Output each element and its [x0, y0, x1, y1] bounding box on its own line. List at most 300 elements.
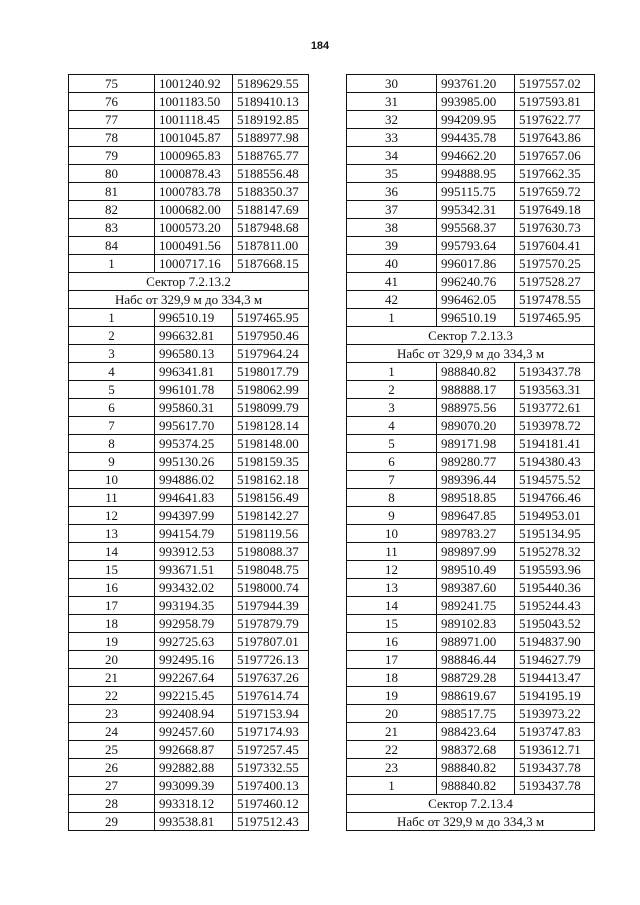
point-number: 14 — [347, 597, 437, 615]
x-coordinate: 993194.35 — [155, 597, 233, 615]
point-number: 28 — [69, 795, 155, 813]
y-coordinate: 5197153.94 — [233, 705, 309, 723]
y-coordinate: 5198159.35 — [233, 453, 309, 471]
table-row — [347, 669, 595, 687]
table-row — [347, 219, 595, 237]
x-coordinate: 995793.64 — [437, 237, 515, 255]
y-coordinate: 5198017.79 — [233, 363, 309, 381]
point-number: 13 — [347, 579, 437, 597]
point-number: 79 — [69, 147, 155, 165]
y-coordinate: 5193437.78 — [515, 777, 595, 795]
table-body — [69, 75, 309, 831]
table-row — [69, 507, 309, 525]
y-coordinate: 5195244.43 — [515, 597, 595, 615]
table-row — [347, 525, 595, 543]
table-row — [347, 543, 595, 561]
x-coordinate: 988846.44 — [437, 651, 515, 669]
table-row — [347, 579, 595, 597]
x-coordinate: 995568.37 — [437, 219, 515, 237]
y-coordinate: 5198000.74 — [233, 579, 309, 597]
sector-header-row — [347, 813, 595, 831]
x-coordinate: 994888.95 — [437, 165, 515, 183]
x-coordinate: 992882.88 — [155, 759, 233, 777]
x-coordinate: 994886.02 — [155, 471, 233, 489]
table-row — [347, 201, 595, 219]
point-number: 23 — [347, 759, 437, 777]
table-row — [69, 345, 309, 363]
y-coordinate: 5188147.69 — [233, 201, 309, 219]
table-row — [347, 165, 595, 183]
point-number: 4 — [69, 363, 155, 381]
sector-header-row — [347, 795, 595, 813]
x-coordinate: 993671.51 — [155, 561, 233, 579]
table-row — [347, 147, 595, 165]
table-row — [347, 381, 595, 399]
table-row — [347, 597, 595, 615]
table-row — [69, 327, 309, 345]
point-number: 1 — [347, 309, 437, 327]
y-coordinate: 5198128.14 — [233, 417, 309, 435]
point-number: 20 — [69, 651, 155, 669]
y-coordinate: 5189410.13 — [233, 93, 309, 111]
y-coordinate: 5198162.18 — [233, 471, 309, 489]
y-coordinate: 5188350.37 — [233, 183, 309, 201]
x-coordinate: 996240.76 — [437, 273, 515, 291]
y-coordinate: 5194575.52 — [515, 471, 595, 489]
table-row — [347, 489, 595, 507]
y-coordinate: 5198088.37 — [233, 543, 309, 561]
point-number: 25 — [69, 741, 155, 759]
y-coordinate: 5193437.78 — [515, 759, 595, 777]
table-row — [347, 561, 595, 579]
table-row — [69, 75, 309, 93]
point-number: 39 — [347, 237, 437, 255]
x-coordinate: 996632.81 — [155, 327, 233, 345]
y-coordinate: 5197944.39 — [233, 597, 309, 615]
table-row — [69, 219, 309, 237]
point-number: 37 — [347, 201, 437, 219]
y-coordinate: 5197622.77 — [515, 111, 595, 129]
point-number: 2 — [347, 381, 437, 399]
x-coordinate: 1001240.92 — [155, 75, 233, 93]
x-coordinate: 993912.53 — [155, 543, 233, 561]
x-coordinate: 988888.17 — [437, 381, 515, 399]
y-coordinate: 5197807.01 — [233, 633, 309, 651]
y-coordinate: 5194953.01 — [515, 507, 595, 525]
point-number: 8 — [347, 489, 437, 507]
point-number: 16 — [69, 579, 155, 597]
x-coordinate: 996580.13 — [155, 345, 233, 363]
point-number: 24 — [69, 723, 155, 741]
sector-header: Сектор 7.2.13.2 — [69, 273, 309, 291]
table-row — [347, 723, 595, 741]
table-row — [347, 633, 595, 651]
y-coordinate: 5195440.36 — [515, 579, 595, 597]
sector-header: Набс от 329,9 м до 334,3 м — [347, 813, 595, 831]
table-row — [347, 615, 595, 633]
y-coordinate: 5197643.86 — [515, 129, 595, 147]
point-number: 8 — [69, 435, 155, 453]
point-number: 11 — [347, 543, 437, 561]
x-coordinate: 993985.00 — [437, 93, 515, 111]
point-number: 76 — [69, 93, 155, 111]
y-coordinate: 5197570.25 — [515, 255, 595, 273]
x-coordinate: 1000573.20 — [155, 219, 233, 237]
point-number: 20 — [347, 705, 437, 723]
y-coordinate: 5198119.56 — [233, 525, 309, 543]
y-coordinate: 5197637.26 — [233, 669, 309, 687]
table-row — [69, 687, 309, 705]
x-coordinate: 994397.99 — [155, 507, 233, 525]
y-coordinate: 5197465.95 — [515, 309, 595, 327]
table-row — [69, 381, 309, 399]
y-coordinate: 5194627.79 — [515, 651, 595, 669]
x-coordinate: 988840.82 — [437, 363, 515, 381]
x-coordinate: 995115.75 — [437, 183, 515, 201]
x-coordinate: 992457.60 — [155, 723, 233, 741]
x-coordinate: 992215.45 — [155, 687, 233, 705]
point-number: 84 — [69, 237, 155, 255]
point-number: 1 — [69, 309, 155, 327]
point-number: 19 — [347, 687, 437, 705]
x-coordinate: 989171.98 — [437, 435, 515, 453]
table-row — [69, 111, 309, 129]
x-coordinate: 988729.28 — [437, 669, 515, 687]
y-coordinate: 5195043.52 — [515, 615, 595, 633]
point-number: 17 — [347, 651, 437, 669]
x-coordinate: 993432.02 — [155, 579, 233, 597]
table-row — [69, 453, 309, 471]
y-coordinate: 5193563.31 — [515, 381, 595, 399]
point-number: 82 — [69, 201, 155, 219]
x-coordinate: 989510.49 — [437, 561, 515, 579]
sector-header: Набс от 329,9 м до 334,3 м — [69, 291, 309, 309]
y-coordinate: 5197604.41 — [515, 237, 595, 255]
y-coordinate: 5197460.12 — [233, 795, 309, 813]
x-coordinate: 992958.79 — [155, 615, 233, 633]
y-coordinate: 5193437.78 — [515, 363, 595, 381]
x-coordinate: 1000717.16 — [155, 255, 233, 273]
y-coordinate: 5194413.47 — [515, 669, 595, 687]
table-row — [69, 183, 309, 201]
y-coordinate: 5197332.55 — [233, 759, 309, 777]
x-coordinate: 994662.20 — [437, 147, 515, 165]
table-row — [347, 75, 595, 93]
x-coordinate: 1000878.43 — [155, 165, 233, 183]
point-number: 9 — [69, 453, 155, 471]
y-coordinate: 5198142.27 — [233, 507, 309, 525]
point-number: 1 — [69, 255, 155, 273]
x-coordinate: 994435.78 — [437, 129, 515, 147]
table-row — [347, 471, 595, 489]
y-coordinate: 5194837.90 — [515, 633, 595, 651]
y-coordinate: 5198048.75 — [233, 561, 309, 579]
y-coordinate: 5198156.49 — [233, 489, 309, 507]
x-coordinate: 994641.83 — [155, 489, 233, 507]
table-row — [347, 759, 595, 777]
x-coordinate: 1000965.83 — [155, 147, 233, 165]
point-number: 13 — [69, 525, 155, 543]
x-coordinate: 1000783.78 — [155, 183, 233, 201]
point-number: 42 — [347, 291, 437, 309]
point-number: 78 — [69, 129, 155, 147]
table-row — [69, 489, 309, 507]
y-coordinate: 5198148.00 — [233, 435, 309, 453]
point-number: 80 — [69, 165, 155, 183]
point-number: 36 — [347, 183, 437, 201]
x-coordinate: 996341.81 — [155, 363, 233, 381]
point-number: 10 — [347, 525, 437, 543]
y-coordinate: 5193747.83 — [515, 723, 595, 741]
table-row — [347, 291, 595, 309]
table-row — [69, 651, 309, 669]
x-coordinate: 993761.20 — [437, 75, 515, 93]
y-coordinate: 5187668.15 — [233, 255, 309, 273]
table-row — [69, 741, 309, 759]
x-coordinate: 996510.19 — [437, 309, 515, 327]
point-number: 7 — [347, 471, 437, 489]
y-coordinate: 5193772.61 — [515, 399, 595, 417]
point-number: 18 — [69, 615, 155, 633]
point-number: 3 — [347, 399, 437, 417]
table-row — [347, 777, 595, 795]
table-row — [69, 543, 309, 561]
y-coordinate: 5197465.95 — [233, 309, 309, 327]
table-row — [69, 615, 309, 633]
table-row — [69, 363, 309, 381]
point-number: 19 — [69, 633, 155, 651]
x-coordinate: 988517.75 — [437, 705, 515, 723]
sector-header: Сектор 7.2.13.3 — [347, 327, 595, 345]
table-row — [69, 561, 309, 579]
y-coordinate: 5198062.99 — [233, 381, 309, 399]
table-row — [69, 129, 309, 147]
point-number: 21 — [69, 669, 155, 687]
x-coordinate: 1001118.45 — [155, 111, 233, 129]
sector-header-row — [347, 327, 595, 345]
table-row — [347, 453, 595, 471]
point-number: 22 — [69, 687, 155, 705]
y-coordinate: 5193978.72 — [515, 417, 595, 435]
y-coordinate: 5194195.19 — [515, 687, 595, 705]
x-coordinate: 994154.79 — [155, 525, 233, 543]
y-coordinate: 5197726.13 — [233, 651, 309, 669]
table-row — [347, 507, 595, 525]
coordinates-table-right — [346, 74, 595, 831]
table-row — [69, 759, 309, 777]
point-number: 9 — [347, 507, 437, 525]
table-row — [69, 417, 309, 435]
point-number: 2 — [69, 327, 155, 345]
x-coordinate: 992408.94 — [155, 705, 233, 723]
table-row — [69, 399, 309, 417]
point-number: 15 — [69, 561, 155, 579]
point-number: 18 — [347, 669, 437, 687]
x-coordinate: 989783.27 — [437, 525, 515, 543]
x-coordinate: 988619.67 — [437, 687, 515, 705]
table-row — [69, 777, 309, 795]
table-row — [69, 93, 309, 111]
table-row — [69, 813, 309, 831]
table-row — [347, 93, 595, 111]
y-coordinate: 5197964.24 — [233, 345, 309, 363]
x-coordinate: 996101.78 — [155, 381, 233, 399]
table-row — [347, 417, 595, 435]
sector-header-row — [69, 291, 309, 309]
y-coordinate: 5188977.98 — [233, 129, 309, 147]
table-row — [347, 273, 595, 291]
x-coordinate: 992725.63 — [155, 633, 233, 651]
y-coordinate: 5197649.18 — [515, 201, 595, 219]
table-row — [347, 651, 595, 669]
y-coordinate: 5193612.71 — [515, 741, 595, 759]
x-coordinate: 996462.05 — [437, 291, 515, 309]
x-coordinate: 993318.12 — [155, 795, 233, 813]
y-coordinate: 5194380.43 — [515, 453, 595, 471]
point-number: 21 — [347, 723, 437, 741]
x-coordinate: 989647.85 — [437, 507, 515, 525]
x-coordinate: 989280.77 — [437, 453, 515, 471]
table-row — [69, 723, 309, 741]
y-coordinate: 5197657.06 — [515, 147, 595, 165]
point-number: 10 — [69, 471, 155, 489]
page-number: 184 — [310, 40, 330, 52]
y-coordinate: 5197512.43 — [233, 813, 309, 831]
point-number: 34 — [347, 147, 437, 165]
x-coordinate: 992495.16 — [155, 651, 233, 669]
x-coordinate: 988975.56 — [437, 399, 515, 417]
point-number: 26 — [69, 759, 155, 777]
point-number: 32 — [347, 111, 437, 129]
x-coordinate: 989897.99 — [437, 543, 515, 561]
x-coordinate: 995860.31 — [155, 399, 233, 417]
point-number: 81 — [69, 183, 155, 201]
x-coordinate: 995617.70 — [155, 417, 233, 435]
point-number: 7 — [69, 417, 155, 435]
x-coordinate: 988423.64 — [437, 723, 515, 741]
y-coordinate: 5197950.46 — [233, 327, 309, 345]
y-coordinate: 5189629.55 — [233, 75, 309, 93]
y-coordinate: 5197528.27 — [515, 273, 595, 291]
table-row — [347, 111, 595, 129]
y-coordinate: 5197879.79 — [233, 615, 309, 633]
table-row — [347, 309, 595, 327]
point-number: 41 — [347, 273, 437, 291]
x-coordinate: 1001045.87 — [155, 129, 233, 147]
point-number: 6 — [69, 399, 155, 417]
table-row — [69, 147, 309, 165]
point-number: 22 — [347, 741, 437, 759]
table-row — [347, 237, 595, 255]
y-coordinate: 5194766.46 — [515, 489, 595, 507]
point-number: 30 — [347, 75, 437, 93]
x-coordinate: 996017.86 — [437, 255, 515, 273]
y-coordinate: 5198099.79 — [233, 399, 309, 417]
sector-header: Сектор 7.2.13.4 — [347, 795, 595, 813]
y-coordinate: 5195593.96 — [515, 561, 595, 579]
table-row — [347, 363, 595, 381]
table-row — [69, 633, 309, 651]
point-number: 6 — [347, 453, 437, 471]
x-coordinate: 989070.20 — [437, 417, 515, 435]
x-coordinate: 1000682.00 — [155, 201, 233, 219]
table-row — [69, 201, 309, 219]
x-coordinate: 989102.83 — [437, 615, 515, 633]
table-row — [347, 687, 595, 705]
table-row — [69, 597, 309, 615]
point-number: 77 — [69, 111, 155, 129]
y-coordinate: 5189192.85 — [233, 111, 309, 129]
x-coordinate: 996510.19 — [155, 309, 233, 327]
table-row — [69, 525, 309, 543]
table-row — [69, 435, 309, 453]
table-row — [69, 795, 309, 813]
point-number: 5 — [347, 435, 437, 453]
x-coordinate: 993099.39 — [155, 777, 233, 795]
x-coordinate: 989241.75 — [437, 597, 515, 615]
sector-header: Набс от 329,9 м до 334,3 м — [347, 345, 595, 363]
point-number: 5 — [69, 381, 155, 399]
x-coordinate: 988840.82 — [437, 777, 515, 795]
x-coordinate: 1000491.56 — [155, 237, 233, 255]
x-coordinate: 995374.25 — [155, 435, 233, 453]
point-number: 3 — [69, 345, 155, 363]
x-coordinate: 995130.26 — [155, 453, 233, 471]
point-number: 23 — [69, 705, 155, 723]
y-coordinate: 5194181.41 — [515, 435, 595, 453]
point-number: 4 — [347, 417, 437, 435]
sector-header-row — [347, 345, 595, 363]
y-coordinate: 5197659.72 — [515, 183, 595, 201]
table-row — [347, 183, 595, 201]
table-row — [69, 669, 309, 687]
point-number: 16 — [347, 633, 437, 651]
point-number: 1 — [347, 777, 437, 795]
table-row — [347, 129, 595, 147]
x-coordinate: 1001183.50 — [155, 93, 233, 111]
table-row — [347, 705, 595, 723]
table-row — [69, 579, 309, 597]
point-number: 33 — [347, 129, 437, 147]
table-body — [347, 75, 595, 831]
point-number: 27 — [69, 777, 155, 795]
point-number: 75 — [69, 75, 155, 93]
y-coordinate: 5193973.22 — [515, 705, 595, 723]
y-coordinate: 5188556.48 — [233, 165, 309, 183]
x-coordinate: 988372.68 — [437, 741, 515, 759]
x-coordinate: 995342.31 — [437, 201, 515, 219]
point-number: 40 — [347, 255, 437, 273]
point-number: 29 — [69, 813, 155, 831]
point-number: 31 — [347, 93, 437, 111]
y-coordinate: 5197478.55 — [515, 291, 595, 309]
coordinates-table-left — [68, 74, 309, 831]
table-row — [69, 705, 309, 723]
y-coordinate: 5197614.74 — [233, 687, 309, 705]
y-coordinate: 5195134.95 — [515, 525, 595, 543]
table-row — [69, 309, 309, 327]
x-coordinate: 992267.64 — [155, 669, 233, 687]
y-coordinate: 5195278.32 — [515, 543, 595, 561]
point-number: 12 — [69, 507, 155, 525]
point-number: 35 — [347, 165, 437, 183]
x-coordinate: 992668.87 — [155, 741, 233, 759]
point-number: 1 — [347, 363, 437, 381]
y-coordinate: 5197557.02 — [515, 75, 595, 93]
y-coordinate: 5197593.81 — [515, 93, 595, 111]
table-row — [69, 255, 309, 273]
sector-header-row — [69, 273, 309, 291]
